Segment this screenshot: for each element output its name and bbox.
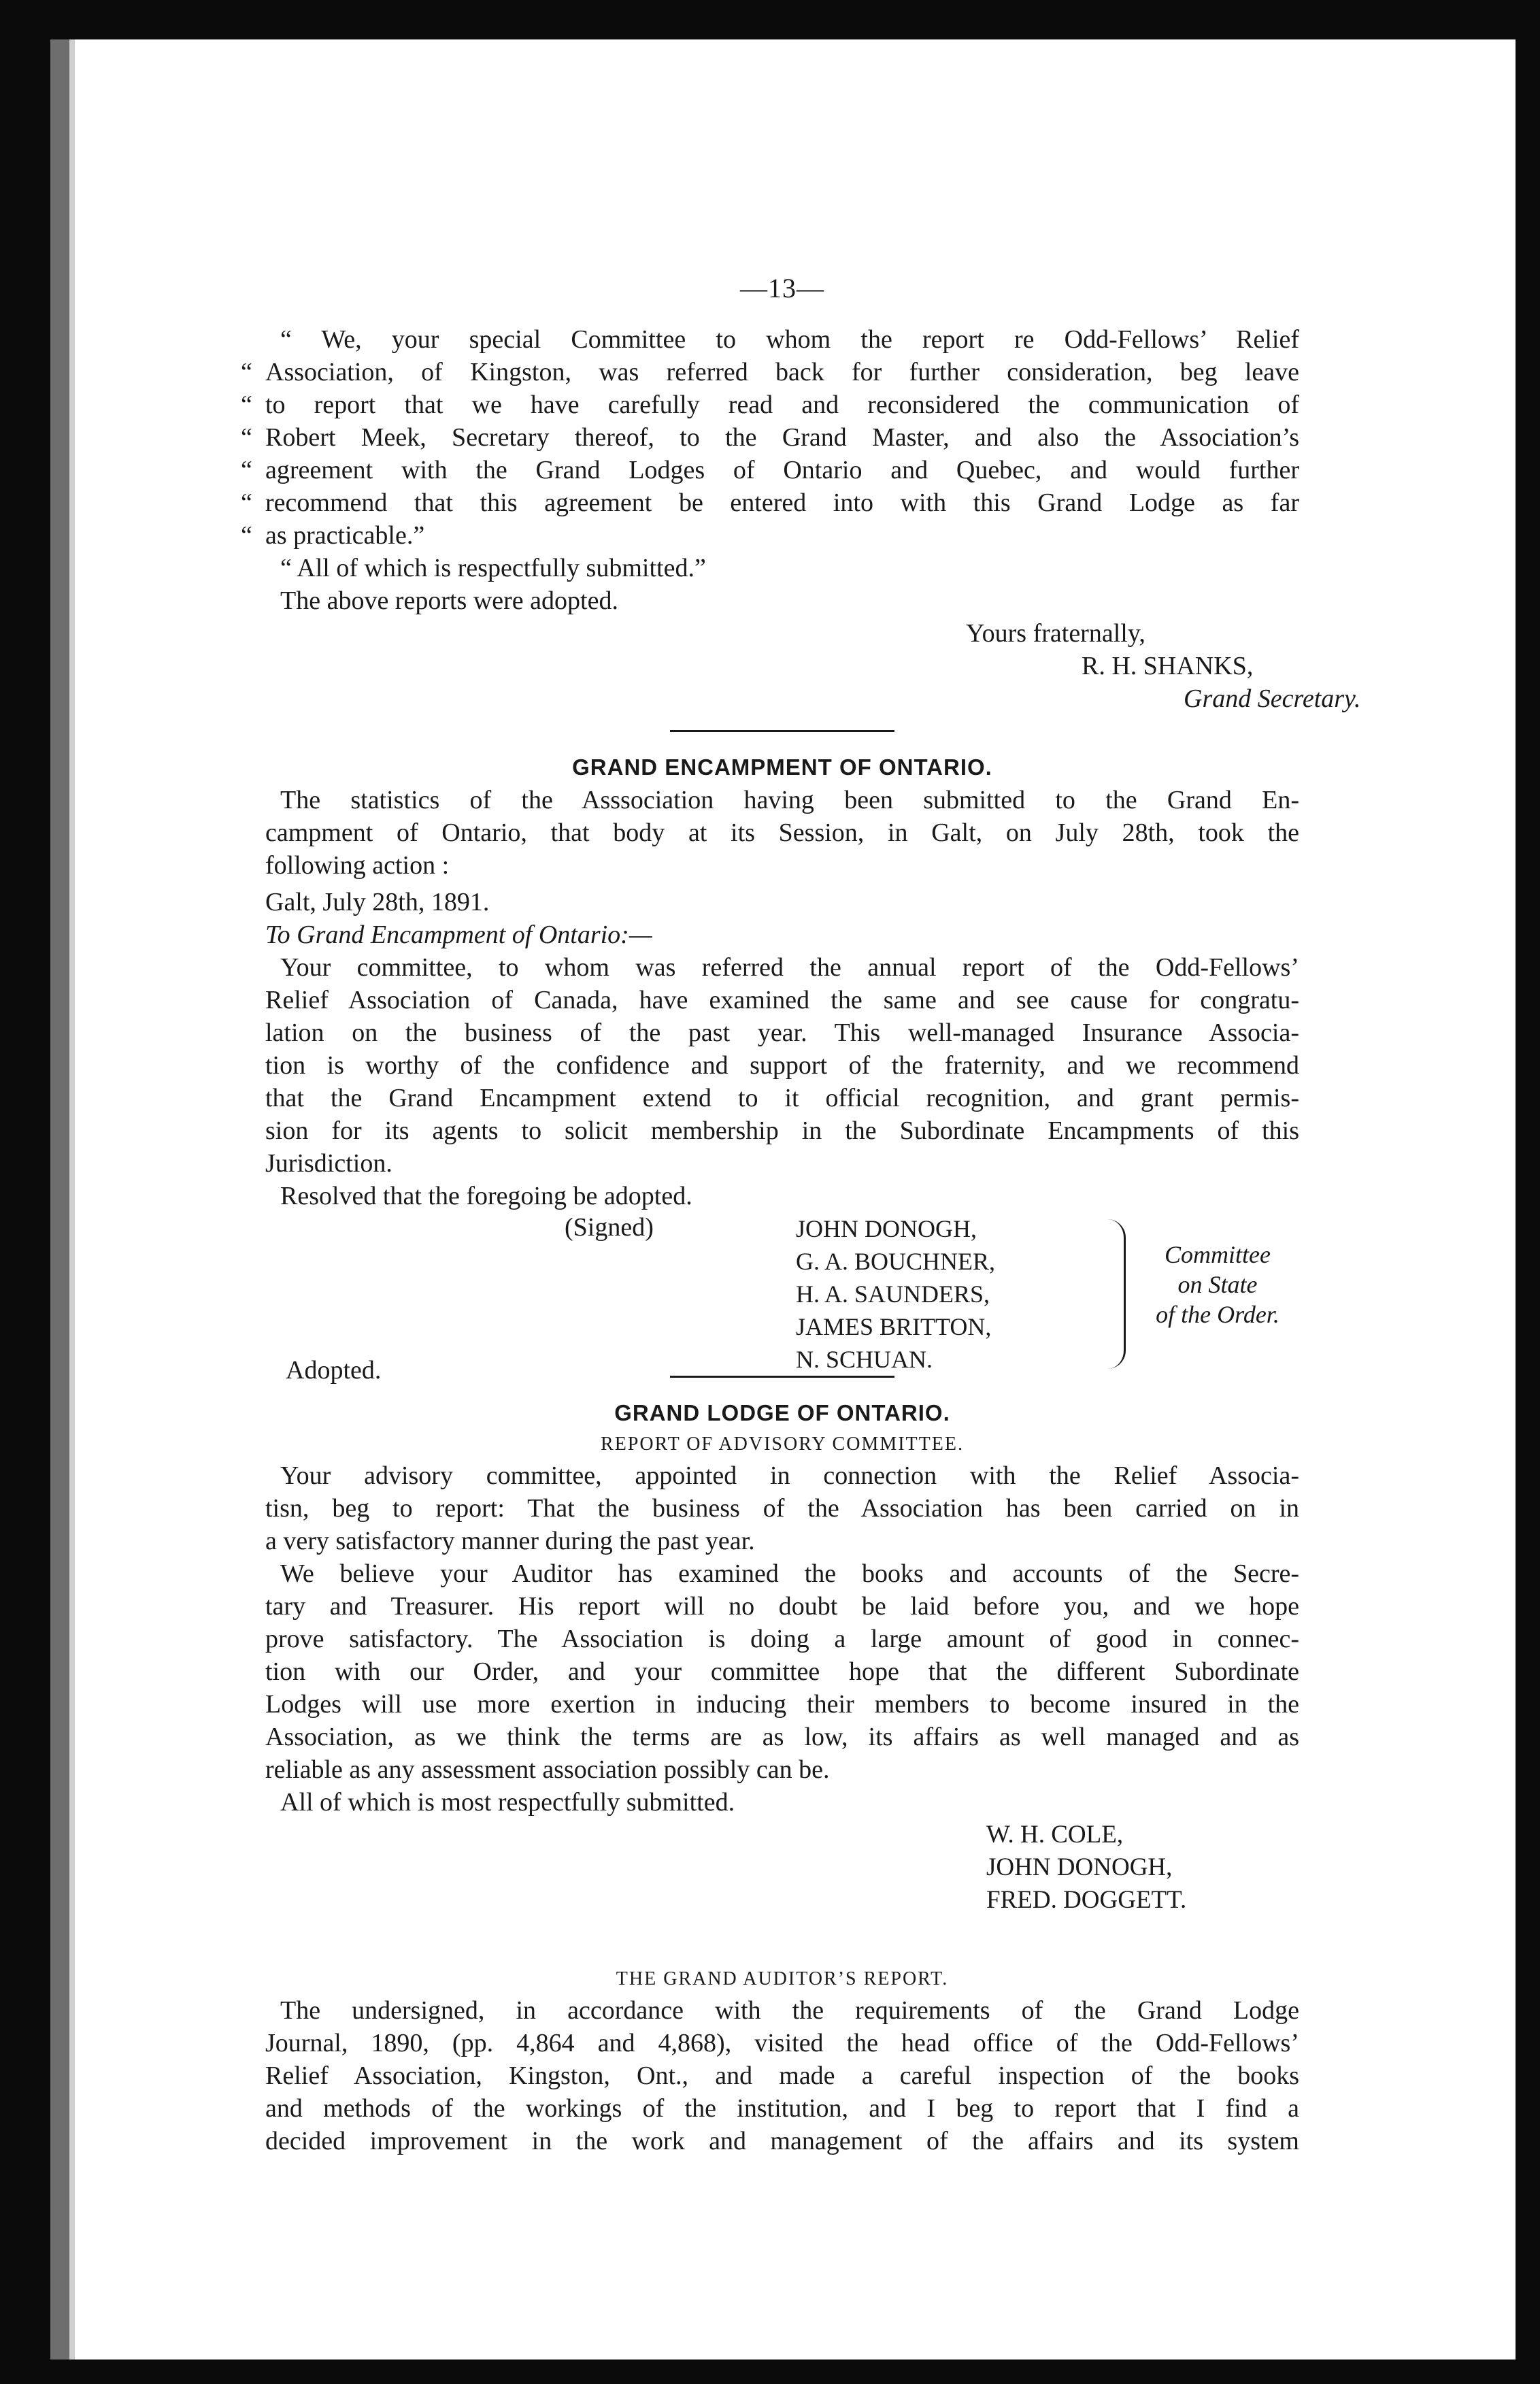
body-line: prove satisfactory. The Association is doing a large amount of good in connec- — [265, 1625, 1299, 1653]
document-page — [241, 272, 1361, 2157]
body-line: following action : — [265, 851, 450, 880]
quote-line: “ to report that we have carefully read and reconsidered the communication of — [265, 388, 1299, 421]
body-line: Relief Association of Canada, have examined the same and see cause for congratu- — [265, 986, 1299, 1014]
submitted-line: “ All of which is respectfully submitted.” — [280, 554, 706, 582]
quote-mark: “ — [241, 456, 252, 484]
section-divider — [670, 1376, 894, 1378]
quote-mark: “ — [241, 521, 252, 550]
body-line: Your committee, to whom was referred the annual report of the Odd-Fellows’ — [280, 953, 1299, 982]
member-name: N. SCHUAN. — [796, 1346, 933, 1373]
body-line: We believe your Auditor has examined the books and accounts of the Secre- — [280, 1559, 1299, 1588]
scan-border-left — [0, 0, 50, 2384]
body-line: tion with our Order, and your committee hope that the different Subordinate — [265, 1657, 1299, 1686]
member-name: JOHN DONOGH, — [986, 1853, 1173, 1881]
page-edge — [69, 39, 75, 2360]
section-subheading: REPORT OF ADVISORY COMMITTEE. — [601, 1434, 964, 1455]
adopted-label: Adopted. — [286, 1356, 382, 1385]
quote-line: “ as practicable.” — [265, 519, 1299, 552]
body-line: reliable as any assessment association possibly can be. — [265, 1755, 830, 1784]
grand-secretary-signature — [966, 617, 1361, 715]
body-line: Lodges will use more exertion in inducing their members to become insured in the — [265, 1690, 1299, 1719]
body-line: campment of Ontario, that body at its Session, in Galt, on July 28th, took the — [265, 818, 1299, 847]
body-line: Journal, 1890, (pp. 4,864 and 4,868), visited the head office of the Odd-Fellows’ — [265, 2029, 1299, 2057]
adopted-line: The above reports were adopted. — [280, 586, 618, 615]
section-divider — [670, 730, 894, 732]
body-line: Association, as we think the terms are as low, its affairs as well managed and as — [265, 1723, 1299, 1751]
body-line: a very satisfactory manner during the past year. — [265, 1527, 755, 1555]
dateline: Galt, July 28th, 1891. — [265, 888, 490, 916]
quote-line: “ agreement with the Grand Lodges of Ontario and Quebec, and would further — [265, 454, 1299, 486]
closing-salutation: Yours fraternally, — [966, 619, 1145, 648]
body-line: that the Grand Encampment extend to it official recognition, and grant permis- — [265, 1084, 1299, 1112]
scan-border-top — [0, 0, 1540, 39]
quote-mark: “ — [241, 391, 252, 419]
quote-line: “ recommend that this agreement be entered into with this Grand Lodge as far — [265, 486, 1299, 519]
signatory-name: R. H. SHANKS, — [1082, 652, 1254, 680]
quote-line: “ We, your special Committee to whom the report re Odd-Fellows’ Relief — [280, 325, 1299, 354]
body-line: decided improvement in the work and management of the affairs and its system — [265, 2127, 1299, 2155]
committee-quote — [241, 323, 1299, 617]
signatory-title: Grand Secretary. — [1184, 684, 1361, 713]
member-name: G. A. BOUCHNER, — [796, 1248, 996, 1275]
body-line: The statistics of the Asssociation having been submitted to the Grand En- — [280, 786, 1299, 814]
scan-border-bottom — [0, 2360, 1540, 2384]
letter-salutation: To Grand Encampment of Ontario:— — [265, 921, 652, 949]
body-line: tary and Treasurer. His report will no doubt be laid before you, and we hope — [265, 1592, 1299, 1621]
advisory-signatures — [986, 1819, 1299, 1917]
section-heading: THE GRAND AUDITOR’S REPORT. — [616, 1968, 949, 1989]
quote-mark: “ — [241, 358, 252, 386]
body-line: Your advisory committee, appointed in connection with the Relief Associa- — [280, 1461, 1299, 1490]
resolution: Resolved that the foregoing be adopted. — [280, 1182, 692, 1210]
quote-line: “ Robert Meek, Secretary thereof, to the Grand Master, and also the Association’s — [265, 421, 1299, 454]
body-line: sion for its agents to solicit membership in the Subordinate Encampments of this — [265, 1116, 1299, 1145]
body-line: Jurisdiction. — [265, 1149, 392, 1178]
scan-border-right — [1516, 0, 1540, 2384]
member-name: JAMES BRITTON, — [796, 1313, 992, 1340]
body-line: The undersigned, in accordance with the requirements of the Grand Lodge — [280, 1996, 1299, 2025]
committee-label: Committee on State of the Order. — [1156, 1241, 1279, 1328]
quote-mark: “ — [241, 423, 252, 452]
submitted-line: All of which is most respectfully submitted. — [280, 1788, 735, 1817]
book-spine — [50, 39, 69, 2360]
body-line: lation on the business of the past year. This well-managed Insurance Associa- — [265, 1019, 1299, 1047]
page-number: —13— — [740, 273, 824, 303]
body-line: Relief Association, Kingston, Ont., and made a careful inspection of the books — [265, 2062, 1299, 2090]
body-line: and methods of the workings of the institution, and I beg to report that I find a — [265, 2094, 1299, 2123]
section-heading: GRAND ENCAMPMENT OF ONTARIO. — [572, 755, 992, 780]
quote-line: “ Association, of Kingston, was referred back for further consideration, beg leave — [265, 356, 1299, 388]
quote-mark: “ — [241, 489, 252, 517]
body-line: tisn, beg to report: That the business of the Association has been carried on in — [265, 1494, 1299, 1523]
member-name: FRED. DOGGETT. — [986, 1886, 1187, 1914]
signed-label: (Signed) — [565, 1213, 654, 1242]
member-name: JOHN DONOGH, — [796, 1215, 977, 1242]
committee-signatures — [265, 1212, 1299, 1385]
member-name: W. H. COLE, — [986, 1821, 1124, 1849]
brace-icon — [1107, 1219, 1126, 1369]
member-name: H. A. SAUNDERS, — [796, 1280, 990, 1308]
body-line: tion is worthy of the confidence and support of the fraternity, and we recommend — [265, 1051, 1299, 1080]
section-heading: GRAND LODGE OF ONTARIO. — [614, 1400, 950, 1425]
committee-names — [796, 1212, 995, 1376]
